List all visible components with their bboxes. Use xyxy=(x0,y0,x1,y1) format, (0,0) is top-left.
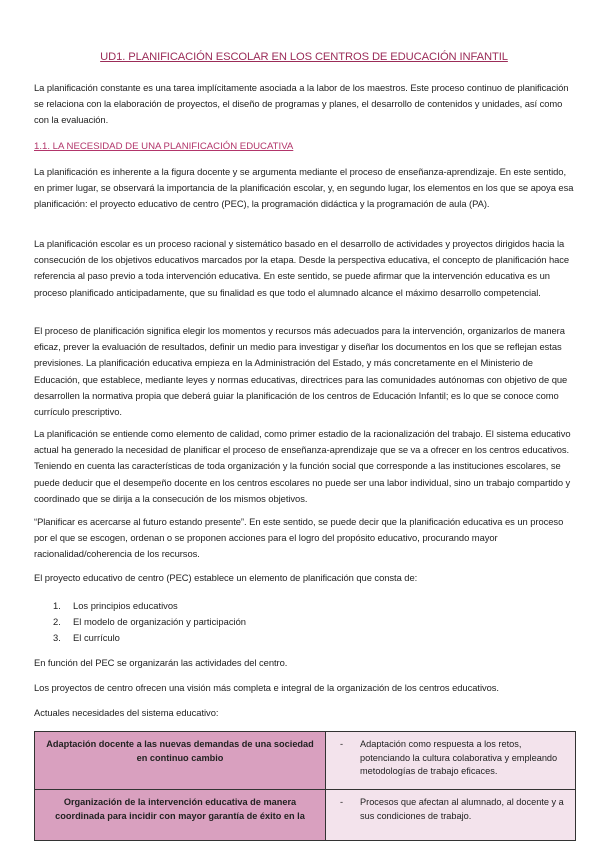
list-item xyxy=(34,614,246,630)
paragraph-after-list-1: En función del PEC se organizarán las actividades del centro. xyxy=(34,657,288,668)
pec-list xyxy=(34,598,246,646)
list-item-number: 1. xyxy=(53,600,61,611)
table-row xyxy=(35,732,576,790)
detail-bullet-item xyxy=(336,738,565,779)
list-item-text: Los principios educativos xyxy=(73,600,178,611)
table-row xyxy=(35,790,576,841)
intro-paragraph: La planificación constante es una tarea implícitamente asociada a la labor de los maestros. Este proceso continuo de planificación se relaciona con la elaboración de proyectos, el diseño de programas y planes, el desarrollo de contenidos y unidades, así como con la evaluación. xyxy=(34,82,569,126)
need-cell: Adaptación docente a las nuevas demandas de una sociedad en continuo cambio xyxy=(35,732,326,790)
list-item-number: 3. xyxy=(53,632,61,643)
list-item-text: El currículo xyxy=(73,632,120,643)
document-title: UD1. PLANIFICACIÓN ESCOLAR EN LOS CENTROS DE EDUCACIÓN INFANTIL xyxy=(100,51,508,63)
paragraph-1: La planificación es inherente a la figura docente y se argumenta mediante el proceso de enseñanza-aprendizaje. En este sentido, en primer lugar, se observará la importancia de la planificación escolar, y, en segundo lugar, los elementos en los que se apoya esa planificación: el proyecto educativo de centro (PEC), la programación didáctica y la programación de aula (PA). xyxy=(34,166,574,210)
detail-bullet-item xyxy=(336,796,565,823)
list-item xyxy=(34,630,246,646)
dash-bullet: - xyxy=(340,797,344,807)
list-item-number: 2. xyxy=(53,616,61,627)
paragraph-after-list-2: Los proyectos de centro ofrecen una visión más completa e integral de la organización de los centros educativos. xyxy=(34,682,499,693)
needs-table xyxy=(34,731,576,841)
detail-text: Adaptación como respuesta a los retos, potenciando la cultura colaborativa y empleando metodologías de trabajo eficaces. xyxy=(360,739,558,776)
list-item xyxy=(34,598,246,614)
dash-bullet: - xyxy=(340,739,344,749)
paragraph-3: El proceso de planificación significa elegir los momentos y recursos más adecuados para la intervención, organizarlos de manera eficaz, prever la evaluación de resultados, definir un medio para investigar y diseñar los documentos en los que se reflejan estas previsiones. La planificación educativa empieza en la Administración del Estado, y más concretamente en el Ministerio de Educación, que establece, mediante leyes y normas educativas, directrices para las comunidades autónomas con objetivo de que desarrollen la normativa propia que deberá guiar la planificación de los centros de Educación Infantil; es lo que se conoce como currículo prescriptivo. xyxy=(34,325,568,418)
paragraph-6: El proyecto educativo de centro (PEC) establece un elemento de planificación que consta de: xyxy=(34,572,418,583)
paragraph-4: La planificación se entiende como elemento de calidad, como primer estadio de la racionalización del trabajo. El sistema educativo actual ha generado la necesidad de planificar el proceso de enseñanza-aprendizaje que se va a ofrecer en los centros educativos. Teniendo en cuenta las características de toda organización y la función social que corresponde a las instituciones escolares, se puede deducir que el desempeño docente en los centros escolares no puede ser una labor individual, sino un trabajo compartido y coordinado que se dirija a la consecución de los mismos objetivos. xyxy=(34,428,571,504)
detail-cell xyxy=(326,790,576,841)
paragraph-5: “Planificar es acercarse al futuro estando presente”. En este sentido, se puede decir que la planificación educativa es un proceso por el que se escogen, ordenan o se proponen acciones para el logro del propósito educativo, procurando mayor racionalidad/coherencia de los recursos. xyxy=(34,516,564,560)
detail-cell xyxy=(326,732,576,790)
list-item-text: El modelo de organización y participación xyxy=(73,616,247,627)
paragraph-2: La planificación escolar es un proceso racional y sistemático basado en el desarrollo de actividades y proyectos dirigidos hacia la consecución de los objetivos educativos marcados por la etapa. Desde la perspectiva educativa, el concepto de planificación hace referencia al paso previo a toda intervención educativa. En este sentido, se puede afirmar que la intervención educativa es un proceso planificado anticipadamente, que su finalidad es que todo el alumnado alcance el máximo desarrollo competencial. xyxy=(34,238,570,298)
table-intro: Actuales necesidades del sistema educativo: xyxy=(34,707,219,718)
section-heading: 1.1. LA NECESIDAD DE UNA PLANIFICACIÓN EDUCATIVA xyxy=(34,141,294,152)
detail-text: Procesos que afectan al alumnado, al docente y a sus condiciones de trabajo. xyxy=(360,797,564,821)
need-cell: Organización de la intervención educativa de manera coordinada para incidir con mayor garantía de éxito en la xyxy=(35,790,326,841)
